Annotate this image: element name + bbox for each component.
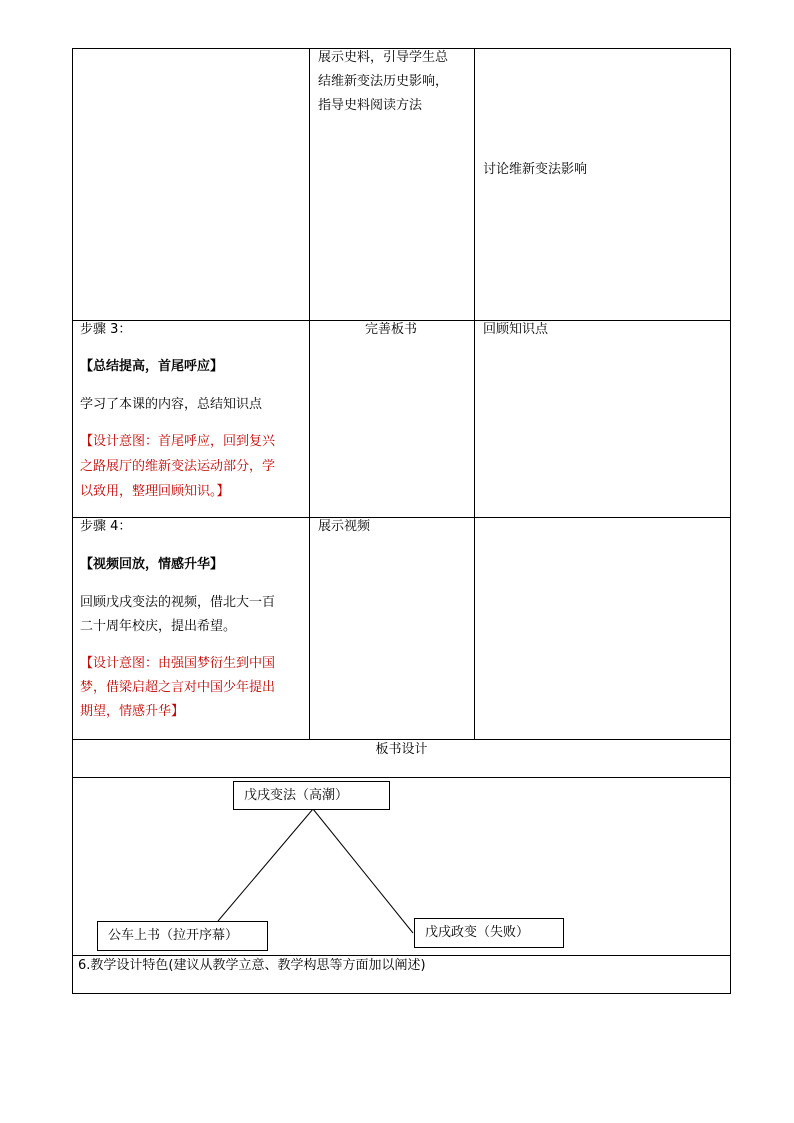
section6-label: 6.教学设计特色(建议从教学立意、教学构思等方面加以阐述) (78, 958, 426, 973)
row2-step-label: 步骤 3： (80, 322, 132, 337)
row3-teacher-activity: 展示视频 (318, 519, 371, 534)
board-node-left: 公车上书（拉开序幕） (97, 921, 268, 951)
row1-student-activity: 讨论维新变法影响 (483, 162, 588, 177)
board-node-right: 戊戌政变（失败） (414, 918, 564, 948)
connector-left-line (218, 809, 313, 921)
row3-intent-line-1: 【设计意图：由强国梦衍生到中国 (80, 656, 276, 671)
row3-intent-line-2: 梦，借梁启超之言对中国少年提出 (80, 680, 276, 695)
row1-teacher-line-1: 展示史料，引导学生总 (318, 50, 449, 65)
board-node-top: 戊戌变法（高潮） (233, 781, 390, 810)
row3-step-label: 步骤 4： (80, 519, 132, 534)
row2-student-activity: 回顾知识点 (483, 322, 549, 337)
row2-heading: 【总结提高，首尾呼应】 (80, 359, 224, 374)
row3-body-line-2: 二十周年校庆，提出希望。 (80, 619, 237, 634)
row3-heading: 【视频回放，情感升华】 (80, 557, 224, 572)
row1-teacher-line-2: 结维新变法历史影响， (318, 74, 449, 89)
row3-body-line-1: 回顾戊戌变法的视频，借北大一百 (80, 595, 276, 610)
row3-intent-line-3: 期望，情感升华】 (80, 704, 185, 719)
row2-teacher-activity: 完善板书 (365, 322, 418, 337)
row2-intent-line-3: 以致用，整理回顾知识。】 (80, 484, 230, 499)
row1-teacher-line-3: 指导史料阅读方法 (318, 98, 423, 113)
board-design-title: 板书设计 (375, 742, 428, 757)
row2-intent-line-1: 【设计意图：首尾呼应，回到复兴 (80, 434, 276, 449)
row2-intent-line-2: 之路展厅的维新变法运动部分，学 (80, 459, 276, 474)
connector-right-line (313, 809, 413, 933)
row2-body: 学习了本课的内容，总结知识点 (80, 397, 263, 412)
